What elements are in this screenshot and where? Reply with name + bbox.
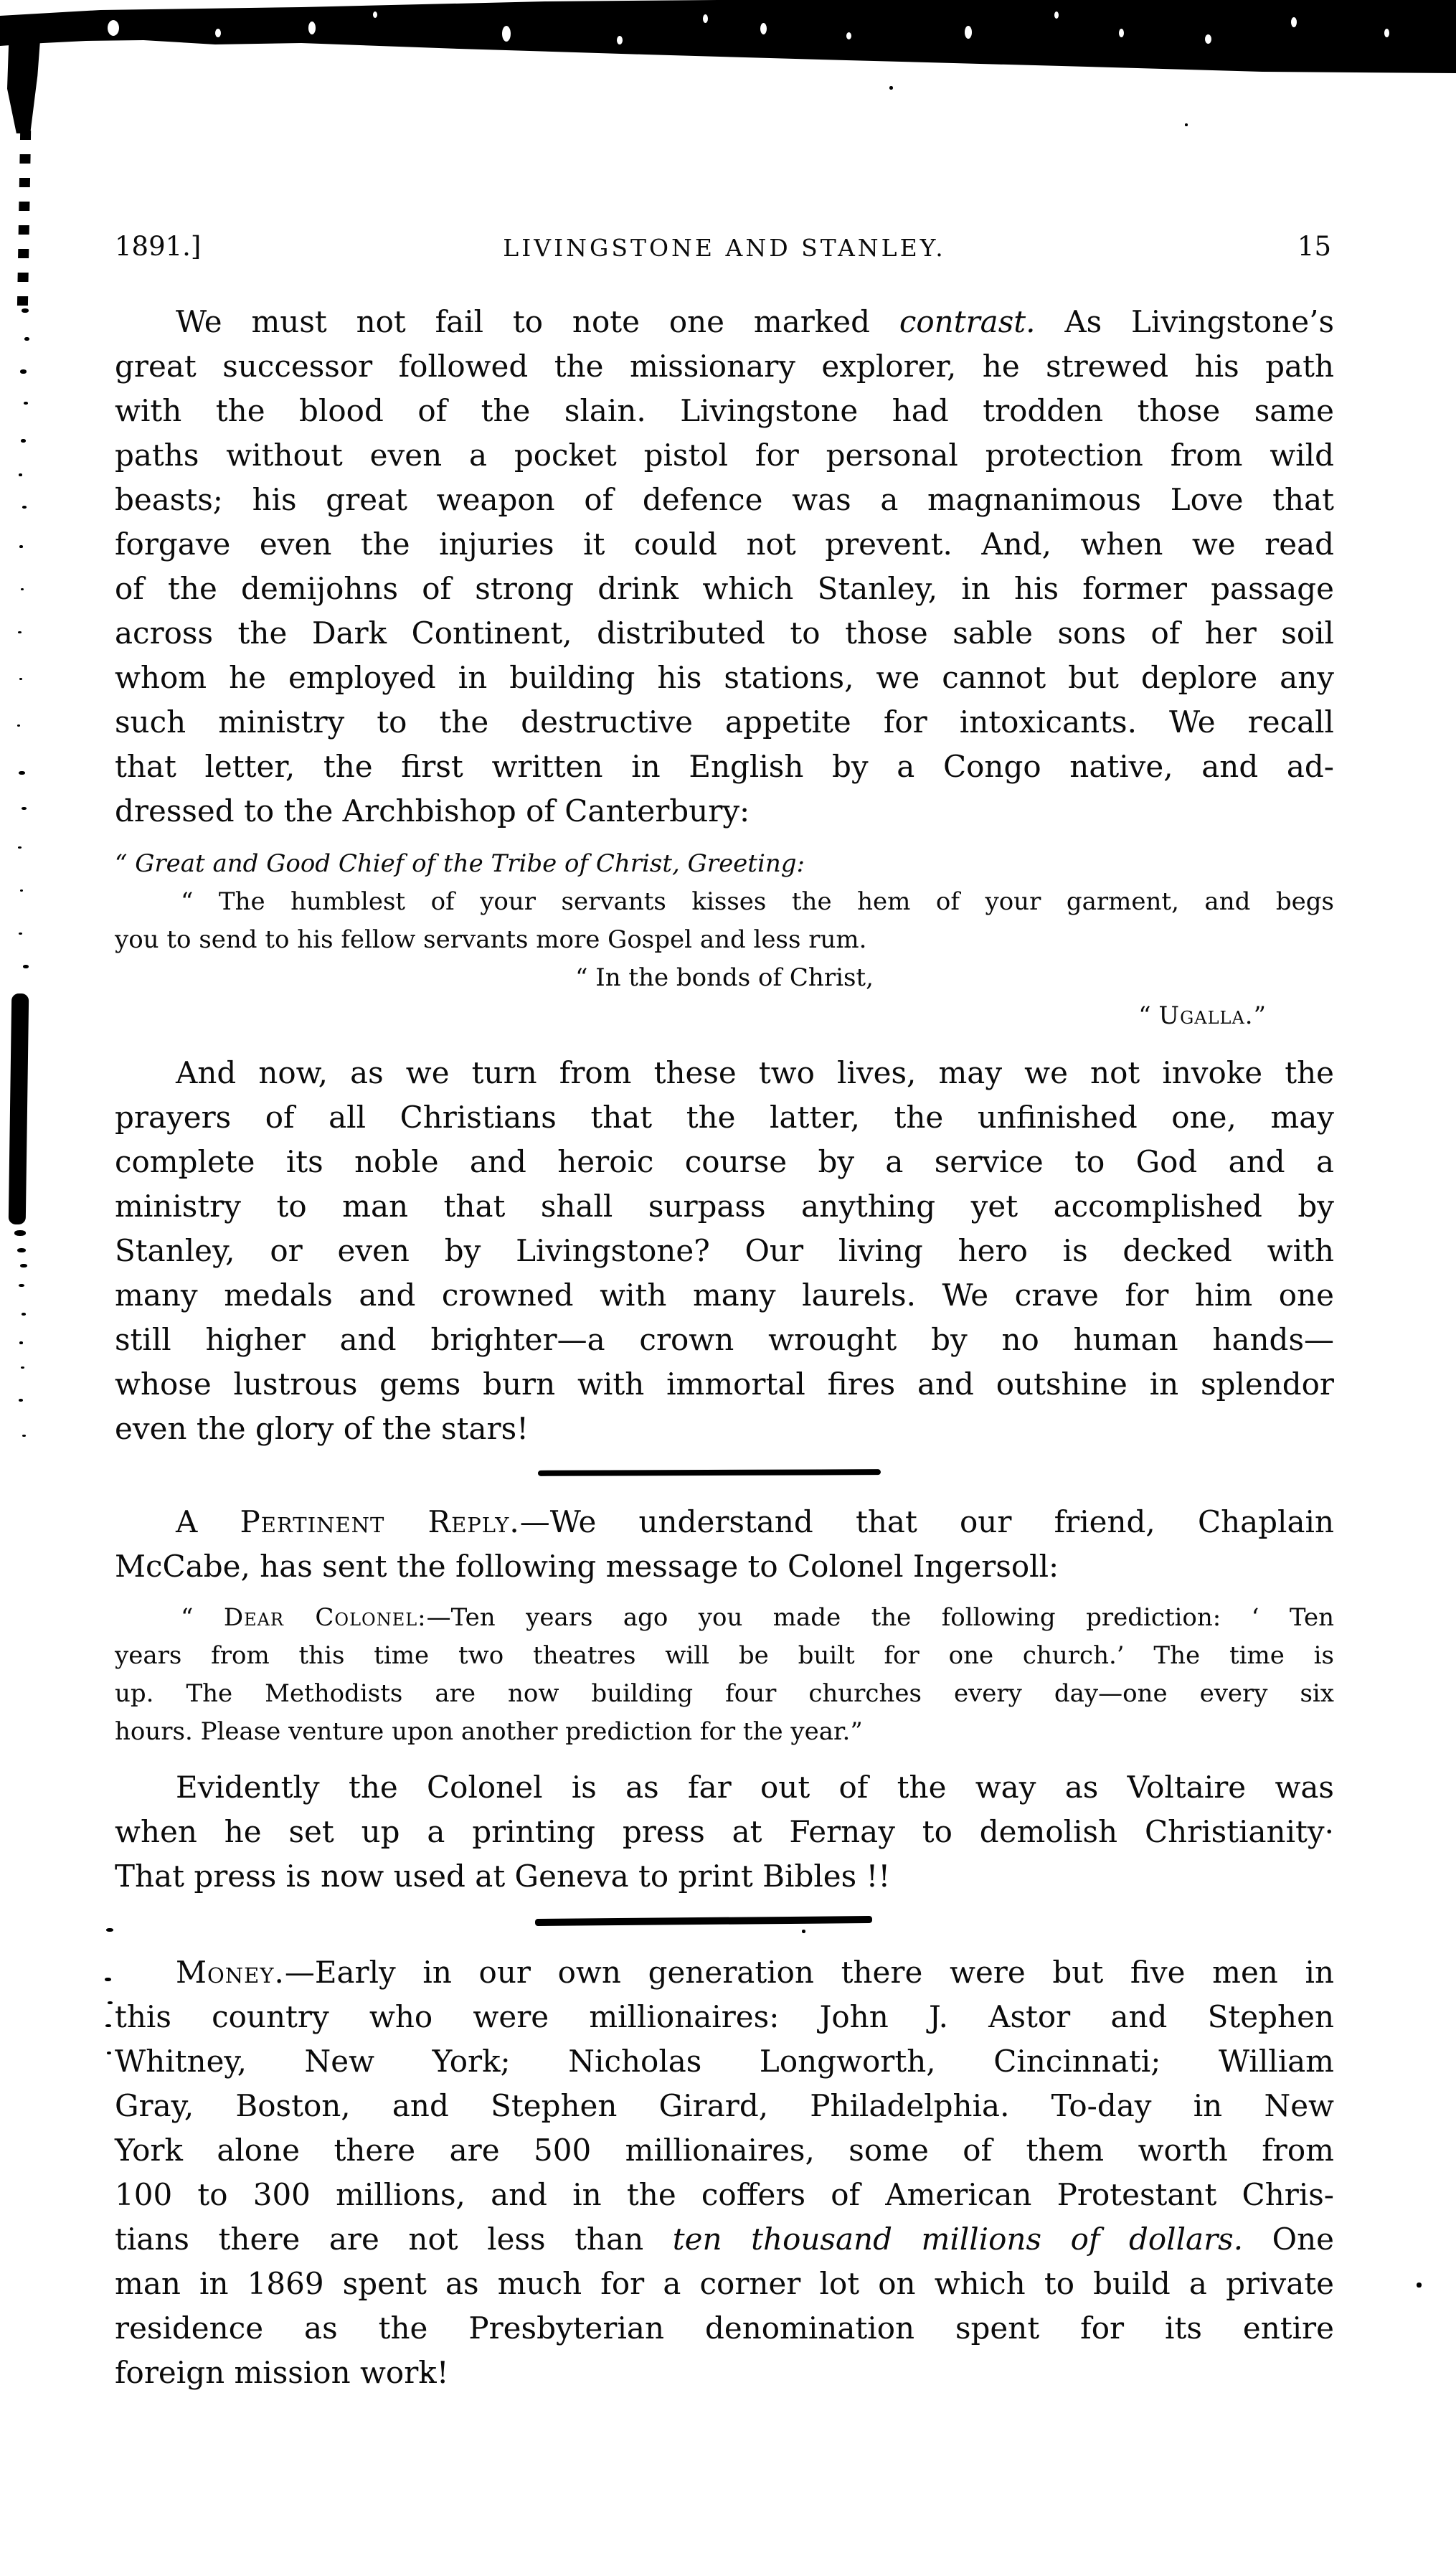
text-line: Gray, Boston, and Stephen Girard, Philadelphia. To-day in New	[115, 2088, 1334, 2123]
page-content	[115, 230, 1334, 2395]
text-line: paths without even a pocket pistol for personal protection from wild	[115, 438, 1334, 473]
scan-speckle	[502, 26, 511, 42]
text-segment: “	[181, 1603, 224, 1632]
text-segment: And now, as we turn from these two lives, may we not invoke the	[176, 1055, 1334, 1090]
text-line: beasts; his great weapon of defence was a magnanimous Love that	[115, 482, 1334, 517]
scan-speckle	[22, 807, 27, 810]
text-segment: One	[1243, 2222, 1334, 2257]
section-divider-rule	[538, 1469, 881, 1476]
scan-artifact-left-blob	[7, 40, 40, 133]
text-line: such ministry to the destructive appetite for intoxicants. We recall	[115, 704, 1334, 740]
text-line: prayers of all Christians that the latter, the unfinished one, may	[115, 1100, 1334, 1135]
scan-speckle	[22, 506, 27, 509]
text-line: when he set up a printing press at Fernay to demolish Christianity·	[115, 1814, 1334, 1849]
scan-speckle	[703, 14, 708, 23]
text-line: dressed to the Archbishop of Canterbury:	[115, 793, 750, 829]
scan-speckle	[19, 1284, 24, 1287]
text-line	[115, 1500, 1334, 1544]
text-line: up. The Methodists are now building four churches every day—one every six	[115, 1679, 1334, 1708]
scan-speckle	[17, 1248, 26, 1252]
text-line: forgave even the injuries it could not prevent. And, when we read	[115, 527, 1334, 562]
congo-native-letter	[115, 845, 1334, 1035]
scan-speckle	[1291, 17, 1297, 27]
text-line: complete its noble and heroic course by a service to God and a	[115, 1144, 1334, 1179]
scan-speckle	[19, 1399, 23, 1402]
paragraph-contrast	[115, 300, 1334, 834]
text-line	[115, 2217, 1334, 2262]
text-segment: contrast.	[899, 304, 1036, 339]
text-line: years from this time two theatres will be built for one church.’ The time is	[115, 1641, 1334, 1670]
scan-speckle	[24, 337, 29, 341]
text-line	[115, 883, 1334, 921]
scan-speckle	[19, 678, 22, 680]
scan-speckle	[1054, 11, 1059, 19]
text-segment: “ The humblest of your servants kisses the hem of your garment, and begs	[181, 887, 1334, 916]
scan-speckle	[105, 1978, 111, 1981]
text-segment: “ Great and Good Chief of the Tribe of Christ, Greeting:	[115, 849, 805, 878]
scan-speckle	[21, 439, 26, 443]
text-line: foreign mission work!	[115, 2355, 449, 2390]
scan-speckle	[17, 724, 20, 727]
text-line: you to send to his fellow servants more Gospel and less rum.	[115, 925, 867, 954]
text-segment: Dear Colonel:	[223, 1603, 427, 1632]
section-divider-rule	[535, 1916, 872, 1926]
header-title: LIVINGSTONE AND STANLEY.	[503, 234, 946, 262]
paragraph-two-lives	[115, 1051, 1334, 1451]
scan-speckle	[19, 545, 23, 548]
scan-speckle	[14, 1230, 26, 1236]
scan-artifact-top-band	[0, 0, 1456, 75]
scan-speckle	[20, 1264, 27, 1268]
scan-speckle	[1185, 123, 1188, 126]
scan-speckle	[889, 86, 893, 90]
text-line: York alone there are 500 millionaires, some of them worth from	[115, 2133, 1334, 2168]
text-line	[115, 1765, 1334, 1810]
text-line: 100 to 300 millions, and in the coffers of American Protestant Chris-	[115, 2177, 1334, 2212]
scan-speckle	[24, 402, 28, 405]
text-line: still higher and brighter—a crown wrought by no human hands—	[115, 1322, 1334, 1357]
text-line: of the demijohns of strong drink which Stanley, in his former passage	[115, 571, 1334, 606]
scan-speckle	[19, 933, 22, 935]
text-segment: We must not fail to note one marked	[176, 304, 899, 339]
text-segment: Pertinent Reply.	[240, 1504, 520, 1539]
mccabe-letter	[115, 1599, 1334, 1751]
text-line: McCabe, has sent the following message to Colonel Ingersoll:	[115, 1549, 1059, 1584]
scan-speckle	[105, 2024, 111, 2027]
scan-speckle	[21, 588, 24, 590]
scan-speckle	[19, 473, 22, 476]
text-segment: ”	[1253, 1001, 1266, 1030]
scan-speckle	[1384, 29, 1389, 37]
scan-speckle	[23, 965, 29, 968]
text-segment: ten thousand millions of dollars.	[672, 2222, 1244, 2257]
text-line	[115, 997, 1334, 1035]
text-line: ministry to man that shall surpass anything yet accomplished by	[115, 1189, 1334, 1224]
scan-speckle	[1119, 29, 1124, 37]
text-line: Whitney, New York; Nicholas Longworth, Cincinnati; William	[115, 2044, 1334, 2079]
header-page-number: 15	[1297, 231, 1331, 262]
text-segment: “	[1138, 1001, 1159, 1030]
text-line	[115, 300, 1334, 344]
scan-speckle	[21, 1366, 24, 1369]
text-line	[115, 1950, 1334, 1995]
scan-speckle	[22, 1313, 26, 1316]
text-line	[115, 1051, 1334, 1095]
scan-speckle	[846, 32, 851, 39]
text-line: man in 1869 spent as much for a corner lot on which to build a private	[115, 2266, 1334, 2301]
scan-artifact-left-bar	[9, 993, 29, 1224]
money-note-paragraph	[115, 1950, 1334, 2395]
text-segment: —We understand that our friend, Chaplain	[519, 1504, 1335, 1539]
scan-speckle	[1205, 34, 1211, 44]
scan-speckle	[1417, 2283, 1422, 2288]
text-line: whose lustrous gems burn with immortal fires and outshine in splendor	[115, 1366, 1334, 1402]
scan-speckle	[215, 29, 221, 37]
text-line: across the Dark Continent, distributed to those sable sons of her soil	[115, 615, 1334, 651]
text-line: with the blood of the slain. Livingstone had trodden those same	[115, 393, 1334, 428]
text-line	[115, 1599, 1334, 1637]
text-line: residence as the Presbyterian denomination spent for its entire	[115, 2310, 1334, 2346]
scan-speckle	[20, 889, 23, 892]
text-line: That press is now used at Geneva to print Bibles !!	[115, 1859, 891, 1894]
paragraph-evidently	[115, 1765, 1334, 1899]
scan-speckle	[22, 1435, 26, 1437]
scan-speckle	[617, 36, 623, 44]
text-segment: Evidently the Colonel is as far out of the way as Voltaire was	[176, 1770, 1334, 1805]
text-line: this country who were millionaires: John J. Astor and Stephen	[115, 1999, 1334, 2034]
text-line: hours. Please venture upon another prediction for the year.”	[115, 1717, 863, 1746]
scan-speckle	[18, 846, 22, 849]
scan-speckle	[106, 1928, 113, 1932]
text-segment: Money.	[176, 1955, 285, 1990]
text-segment: tians there are not less than	[115, 2222, 673, 2257]
scan-speckle	[308, 22, 316, 34]
text-line: whom he employed in building his stations, we cannot but deplore any	[115, 660, 1334, 695]
scan-speckle	[19, 1341, 23, 1344]
scan-speckle	[108, 20, 119, 36]
text-segment: —Ten years ago you made the following prediction: ‘ Ten	[426, 1603, 1334, 1632]
header-year: 1891.]	[115, 231, 202, 262]
text-segment: —Early in our own generation there were but five men in	[284, 1955, 1334, 1990]
text-line: that letter, the first written in English by a Congo native, and ad-	[115, 749, 1334, 784]
text-line: “ In the bonds of Christ,	[575, 963, 874, 992]
text-line: even the glory of the stars!	[115, 1411, 529, 1446]
scan-speckle	[22, 308, 29, 313]
scan-artifact-left-streak	[17, 131, 31, 310]
scan-speckle	[965, 26, 972, 39]
text-line: many medals and crowned with many laurels. We crave for him one	[115, 1278, 1334, 1313]
text-segment: A	[176, 1504, 240, 1539]
text-line: great successor followed the missionary explorer, he strewed his path	[115, 349, 1334, 384]
text-line	[115, 845, 1334, 883]
scan-speckle	[19, 771, 25, 775]
running-header	[115, 230, 1334, 267]
pertinent-reply-paragraph	[115, 1500, 1334, 1589]
scan-speckle	[18, 631, 22, 633]
text-segment: Ugalla.	[1158, 1001, 1254, 1030]
text-line: Stanley, or even by Livingstone? Our living hero is decked with	[115, 1233, 1334, 1268]
scan-speckle	[20, 369, 27, 374]
scan-speckle	[373, 11, 377, 18]
scan-speckle	[108, 2001, 113, 2004]
scan-speckle	[107, 2052, 111, 2054]
scan-speckle	[760, 23, 767, 34]
text-segment: As Livingstone’s	[1035, 304, 1334, 339]
